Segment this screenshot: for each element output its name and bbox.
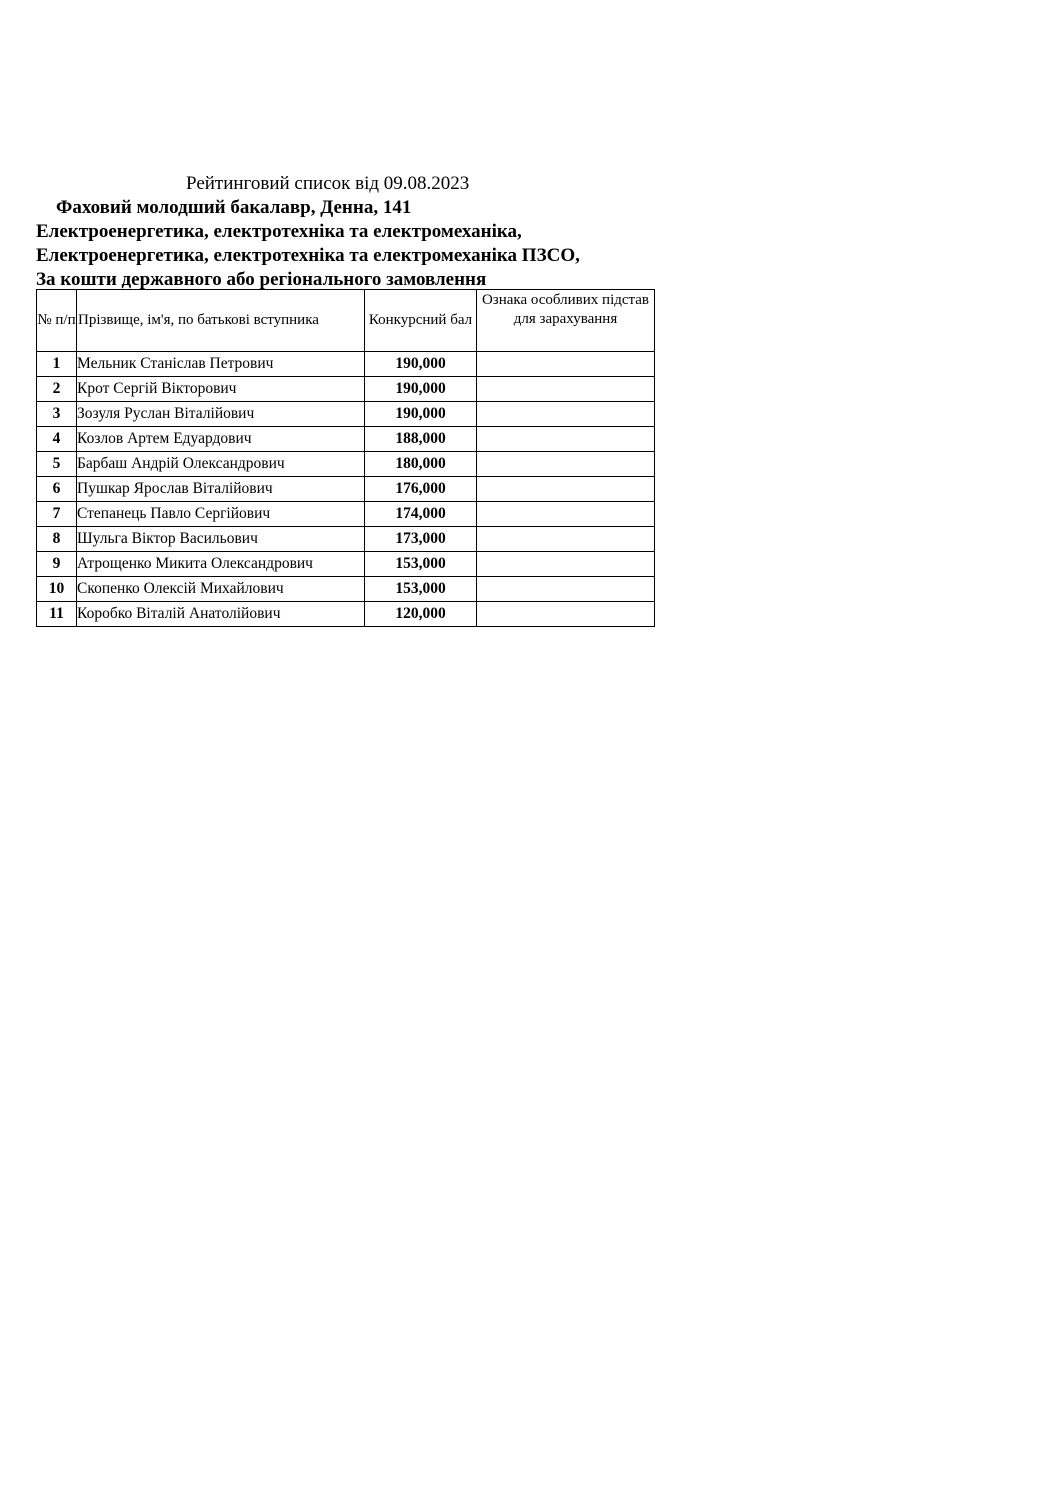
list-date-title: Рейтинговий список від 09.08.2023 bbox=[186, 173, 470, 194]
row-number: 4 bbox=[37, 427, 77, 452]
program-name-title: Електроенергетика, електротехніка та електромеханіка ПЗСО, bbox=[36, 245, 580, 266]
applicant-name: Козлов Артем Едуардович bbox=[77, 427, 365, 452]
competitive-score: 173,000 bbox=[365, 527, 477, 552]
applicant-name: Шульга Віктор Васильович bbox=[77, 527, 365, 552]
applicant-name: Барбаш Андрій Олександрович bbox=[77, 452, 365, 477]
special-basis bbox=[477, 527, 655, 552]
applicant-name: Крот Сергій Вікторович bbox=[77, 377, 365, 402]
program-title: Фаховий молодший бакалавр, Денна, 141 bbox=[56, 197, 412, 218]
applicant-name: Коробко Віталій Анатолійович bbox=[77, 602, 365, 627]
applicant-name: Мельник Станіслав Петрович bbox=[77, 352, 365, 377]
table-row bbox=[37, 552, 655, 577]
table-row bbox=[37, 602, 655, 627]
row-number: 8 bbox=[37, 527, 77, 552]
row-number: 2 bbox=[37, 377, 77, 402]
specialty-title: Електроенергетика, електротехніка та електромеханіка, bbox=[36, 221, 522, 242]
competitive-score: 190,000 bbox=[365, 377, 477, 402]
special-basis bbox=[477, 452, 655, 477]
table-row bbox=[37, 377, 655, 402]
table-row bbox=[37, 527, 655, 552]
table-row bbox=[37, 427, 655, 452]
special-basis bbox=[477, 502, 655, 527]
column-header-name: Прізвище, ім'я, по батькові вступника bbox=[77, 290, 365, 352]
row-number: 1 bbox=[37, 352, 77, 377]
competitive-score: 120,000 bbox=[365, 602, 477, 627]
special-basis bbox=[477, 477, 655, 502]
table-row bbox=[37, 402, 655, 427]
competitive-score: 180,000 bbox=[365, 452, 477, 477]
row-number: 11 bbox=[37, 602, 77, 627]
document-header bbox=[36, 172, 676, 292]
table-body bbox=[37, 352, 655, 627]
rating-table bbox=[36, 289, 655, 627]
special-basis bbox=[477, 577, 655, 602]
competitive-score: 176,000 bbox=[365, 477, 477, 502]
row-number: 6 bbox=[37, 477, 77, 502]
applicant-name: Атрощенко Микита Олександрович bbox=[77, 552, 365, 577]
funding-title: За кошти державного або регіонального замовлення bbox=[36, 269, 487, 290]
special-basis bbox=[477, 602, 655, 627]
applicant-name: Пушкар Ярослав Віталійович bbox=[77, 477, 365, 502]
row-number: 10 bbox=[37, 577, 77, 602]
competitive-score: 190,000 bbox=[365, 402, 477, 427]
competitive-score: 153,000 bbox=[365, 552, 477, 577]
column-header-basis: Ознака особливих підстав для зарахування bbox=[477, 290, 655, 352]
row-number: 9 bbox=[37, 552, 77, 577]
special-basis bbox=[477, 377, 655, 402]
table-row bbox=[37, 477, 655, 502]
applicant-name: Скопенко Олексій Михайлович bbox=[77, 577, 365, 602]
table-header-row bbox=[37, 290, 655, 352]
applicant-name: Зозуля Руслан Віталійович bbox=[77, 402, 365, 427]
table-row bbox=[37, 502, 655, 527]
table-row bbox=[37, 352, 655, 377]
special-basis bbox=[477, 552, 655, 577]
competitive-score: 190,000 bbox=[365, 352, 477, 377]
competitive-score: 153,000 bbox=[365, 577, 477, 602]
table-row bbox=[37, 577, 655, 602]
competitive-score: 188,000 bbox=[365, 427, 477, 452]
competitive-score: 174,000 bbox=[365, 502, 477, 527]
applicant-name: Степанець Павло Сергійович bbox=[77, 502, 365, 527]
special-basis bbox=[477, 352, 655, 377]
row-number: 5 bbox=[37, 452, 77, 477]
column-header-score: Конкурсний бал bbox=[365, 290, 477, 352]
special-basis bbox=[477, 402, 655, 427]
table-row bbox=[37, 452, 655, 477]
row-number: 3 bbox=[37, 402, 77, 427]
row-number: 7 bbox=[37, 502, 77, 527]
column-header-num: № п/п bbox=[37, 290, 77, 352]
special-basis bbox=[477, 427, 655, 452]
